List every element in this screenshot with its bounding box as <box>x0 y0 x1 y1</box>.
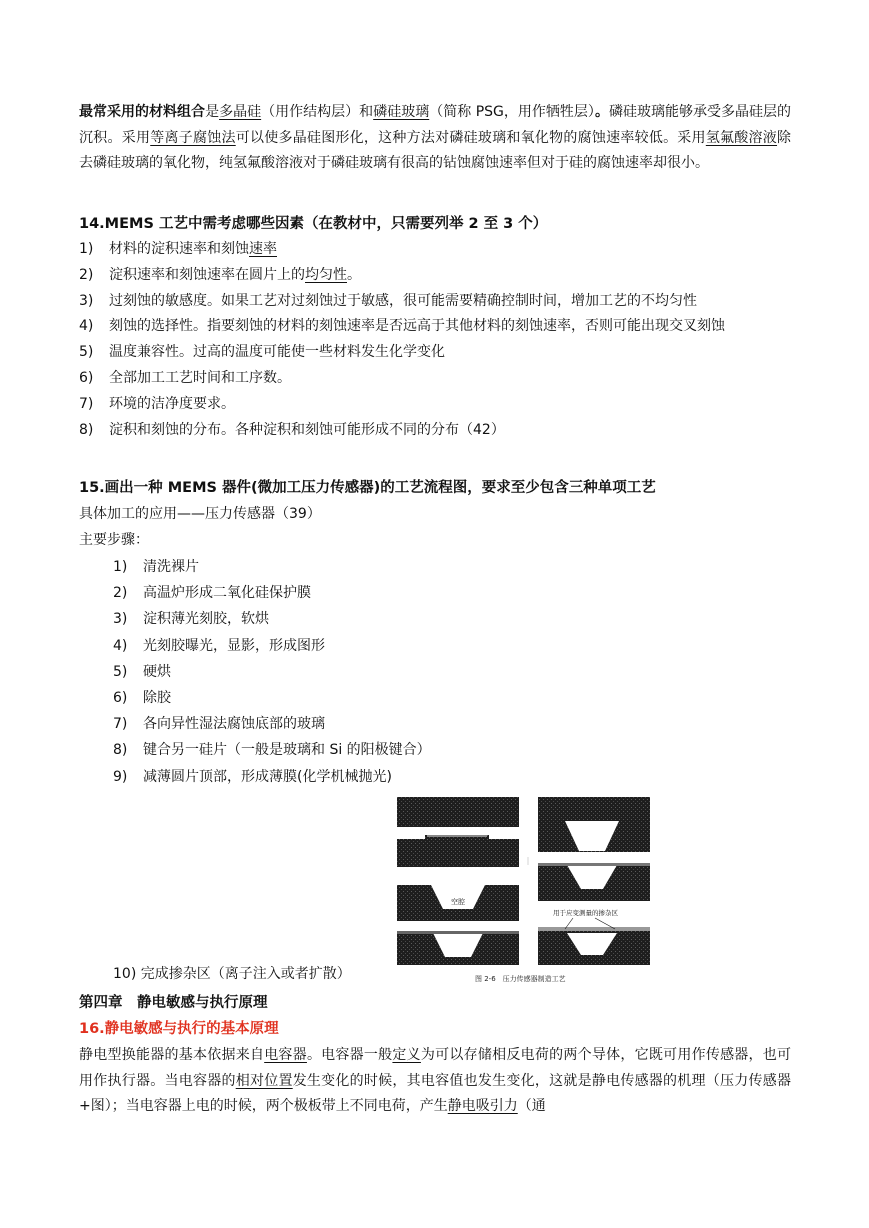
item-number: 9) <box>113 768 128 785</box>
list-item <box>79 314 791 340</box>
intro-underline-3: 等离子腐蚀法 <box>150 129 236 146</box>
q16-text-3: 为可以存储相反电荷的两个导体，它既可用作传感器，也可用作执行器。当电容器的 <box>79 1047 792 1089</box>
item-number: 1) <box>113 559 128 575</box>
list-item <box>79 366 791 392</box>
list-item <box>79 263 791 289</box>
q14-heading: 14.MEMS 工艺中需考虑哪些因素（在教材中，只需要列举 2 至 3 个） <box>79 216 548 232</box>
item-number: 2) <box>79 266 94 283</box>
item-number: 7) <box>113 716 128 733</box>
item-underline: 速率 <box>249 241 277 257</box>
item-text: 减薄圆片顶部，形成薄膜(化学机械抛光) <box>143 768 392 785</box>
q16-text-1: 静电型换能器的基本依据来自 <box>79 1047 265 1063</box>
q16-underline-2: 定义 <box>392 1047 421 1063</box>
list-item <box>79 418 791 444</box>
intro-text-3: （简称 PSG，用作牺牲层） <box>429 104 595 120</box>
item-number: 4) <box>113 637 128 654</box>
item-text: 各向异性湿法腐蚀底部的玻璃 <box>143 716 325 733</box>
cavity-label: 空腔 <box>451 898 465 906</box>
q16-underline-3: 相对位置 <box>235 1072 293 1089</box>
list-item <box>79 340 791 366</box>
intro-bold-2: 。 <box>594 104 609 120</box>
intro-text-1: 是 <box>205 104 220 120</box>
item-text: 过刻蚀的敏感度。如果工艺对过刻蚀过于敏感，很可能需要精确控制时间，增加工艺的不均匀性 <box>109 292 697 309</box>
step-panel-1 <box>397 797 519 827</box>
q15-heading: 15.画出一种 MEMS 器件(微加工压力传感器)的工艺流程图，要求至少包含三种单项工艺 <box>79 480 656 496</box>
item-number: 3) <box>79 292 94 309</box>
item-text: 淀积薄光刻胶，软烘 <box>143 611 269 628</box>
item-number: 5) <box>113 663 128 680</box>
q14-list <box>79 237 791 443</box>
intro-underline-2: 磷硅玻璃 <box>373 104 430 120</box>
item-text: 环境的洁净度要求。 <box>109 395 235 412</box>
item-text: 材料的淀积速率和刻蚀 <box>109 241 249 257</box>
list-item <box>113 659 613 685</box>
item-text: 温度兼容性。过高的温度可能使一些材料发生化学变化 <box>109 344 445 361</box>
q15-line-steps-title: 主要步骤： <box>79 532 149 548</box>
step-panel-5 <box>538 797 650 852</box>
item-text: 除胶 <box>143 690 171 707</box>
q16-text-4: 发生变化的时候，其电容值也发生变化，这就是静电传感器的机理（压力传感器+图）；当电容器上电的时候，两个极板带上不同电荷，产生 <box>79 1072 792 1114</box>
item-text: 刻蚀的选择性。指要刻蚀的材料的刻蚀速率是否远高于其他材料的刻蚀速率，否则可能出现交叉刻蚀 <box>109 318 725 335</box>
item-number: 1) <box>79 241 94 257</box>
intro-text-2: （用作结构层）和 <box>261 104 374 120</box>
intro-paragraph <box>79 100 791 177</box>
q16-text-2: 。电容器一般 <box>306 1047 393 1063</box>
item-number: 2) <box>113 585 128 602</box>
list-item <box>113 580 613 606</box>
list-item <box>113 685 613 711</box>
item-number: 6) <box>79 369 94 386</box>
intro-underline-1: 多晶硅 <box>219 104 262 120</box>
chapter-4-heading: 第四章 静电敏感与执行原理 <box>79 995 268 1011</box>
item-number: 8) <box>79 421 94 438</box>
step-panel-2 <box>397 835 519 867</box>
item-number: 6) <box>113 690 128 707</box>
intro-text-6: 除去磷硅玻璃的氧化物，纯氢氟酸溶液对于磷硅玻璃有很高的钻蚀腐蚀速率但对于硅的腐蚀速率却很小。 <box>79 129 792 171</box>
item-text: 全部加工工艺时间和工序数。 <box>109 369 291 386</box>
list-item <box>79 237 791 263</box>
step-panel-4 <box>397 931 519 965</box>
intro-text-4: 磷硅玻璃能够承受多晶硅层的沉积。采用 <box>79 104 792 146</box>
list-item <box>79 289 791 315</box>
list-item <box>113 554 613 580</box>
step-panel-7 <box>538 918 650 965</box>
item-suffix: 。 <box>347 266 361 283</box>
q15-step-10: 10) 完成掺杂区（离子注入或者扩散） <box>113 966 351 982</box>
item-number: 8) <box>113 742 128 759</box>
q16-text-5: （通 <box>517 1098 546 1114</box>
list-item <box>113 711 613 737</box>
item-text: 键合另一硅片（一般是玻璃和 Si 的阳极键合） <box>143 742 431 759</box>
intro-bold-1: 最常采用的材料组合 <box>79 104 206 120</box>
step-panel-6 <box>538 863 650 901</box>
list-item <box>79 392 791 418</box>
item-text: 淀积速率和刻蚀速率在圆片上的 <box>109 266 305 283</box>
list-item <box>113 764 613 790</box>
figure-caption: 图 2-6 压力传感器制造工艺 <box>475 975 566 983</box>
item-underline: 均匀性 <box>305 266 347 283</box>
list-item <box>113 737 613 763</box>
q16-underline-4: 静电吸引力 <box>447 1098 518 1114</box>
q16-paragraph <box>79 1043 791 1120</box>
item-text: 淀积和刻蚀的分布。各种淀积和刻蚀可能形成不同的分布（42） <box>109 421 505 438</box>
q16-underline-1: 电容器 <box>264 1047 307 1063</box>
q15-steps-list <box>113 554 613 790</box>
item-number: 5) <box>79 344 94 361</box>
item-text: 清洗裸片 <box>143 559 199 575</box>
step-panel-3 <box>397 885 519 921</box>
item-number: 3) <box>113 611 128 628</box>
pressure-sensor-process-figure <box>395 795 657 991</box>
intro-underline-4: 氢氟酸溶液 <box>705 129 778 146</box>
item-text: 硬烘 <box>143 663 171 680</box>
item-text: 光刻胶曝光，显影，形成图形 <box>143 637 325 654</box>
list-item <box>113 633 613 659</box>
doped-region-label: 用于应变测量的掺杂区 <box>553 909 618 917</box>
intro-text-5: 可以使多晶硅图形化，这种方法对磷硅玻璃和氧化物的腐蚀速率较低。采用 <box>235 129 706 146</box>
q15-line-application: 具体加工的应用——压力传感器（39） <box>79 506 321 522</box>
item-number: 7) <box>79 395 94 412</box>
q16-heading: 16.静电敏感与执行的基本原理 <box>79 1021 279 1037</box>
item-text: 高温炉形成二氧化硅保护膜 <box>143 585 311 602</box>
item-number: 4) <box>79 318 94 335</box>
list-item <box>113 606 613 632</box>
